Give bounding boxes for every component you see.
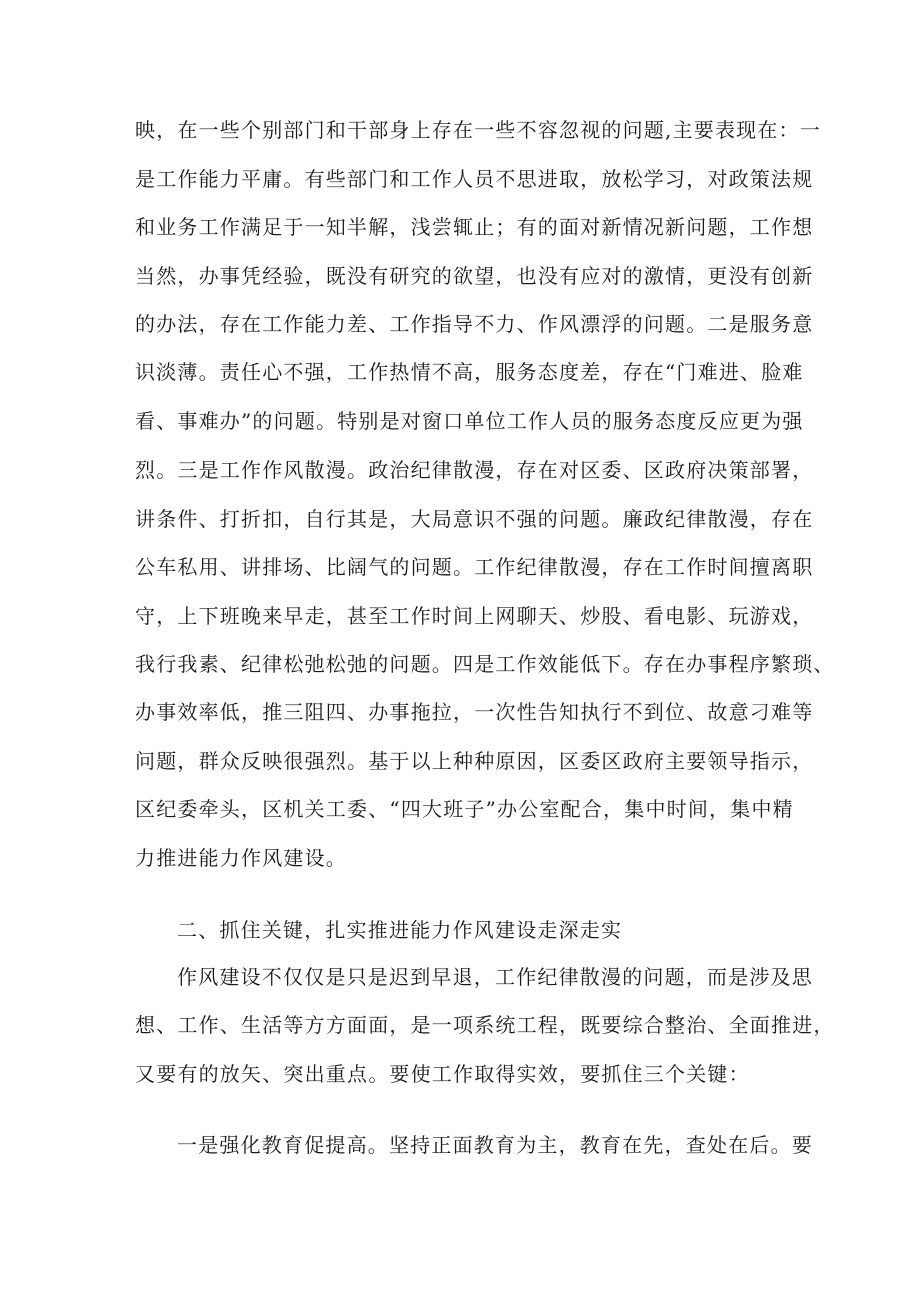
paragraph-line: 的办法，存在工作能力差、工作指导不力、作风漂浮的问题。二是服务意: [135, 312, 814, 336]
paragraph-line: 办事效率低，推三阻四、办事拖拉，一次性告知执行不到位、故意刁难等: [135, 700, 814, 724]
paragraph-line: 映，在一些个别部门和干部身上存在一些不容忽视的问题,主要表现在：一: [135, 118, 821, 142]
paragraph-line: 区纪委牵头，区机关工委、“四大班子”办公室配合，集中时间，集中精: [135, 797, 794, 821]
paragraph-line: 守，上下班晚来早走，甚至工作时间上网聊天、炒股、看电影、玩游戏，: [135, 604, 814, 628]
paragraph-line: 看、事难办”的问题。特别是对窗口单位工作人员的服务态度反应更为强: [135, 409, 804, 433]
paragraph-line: 公车私用、讲排场、比阔气的问题。工作纪律散漫，存在工作时间擅离职: [135, 555, 814, 579]
paragraph-line: 力推进能力作风建设。: [135, 846, 347, 870]
paragraph-line: 和业务工作满足于一知半解，浅尝辄止；有的面对新情况新问题，工作想: [135, 215, 814, 239]
paragraph-line: 是工作能力平庸。有些部门和工作人员不思进取，放松学习，对政策法规: [135, 167, 814, 191]
paragraph-line: 一是强化教育促提高。坚持正面教育为主，教育在先，查处在后。要: [177, 1133, 813, 1157]
paragraph-line: 想、工作、生活等方方面面，是一项系统工程，既要综合整治、全面推进，: [135, 1013, 835, 1037]
paragraph-line: 作风建设不仅仅是只是迟到早退，工作纪律散漫的问题，而是涉及思: [177, 965, 813, 989]
paragraph-line: 讲条件、打折扣，自行其是，大局意识不强的问题。廉政纪律散漫，存在: [135, 507, 814, 531]
paragraph-line: 又要有的放矢、突出重点。要使工作取得实效，要抓住三个关键：: [135, 1062, 750, 1086]
paragraph-line: 当然，办事凭经验，既没有研究的欲望，也没有应对的激情，更没有创新: [135, 264, 814, 288]
paragraph-line: 烈。三是工作作风散漫。政治纪律散漫，存在对区委、区政府决策部署，: [135, 458, 814, 482]
paragraph-line: 问题，群众反映很强烈。基于以上种种原因，区委区政府主要领导指示，: [135, 749, 814, 773]
paragraph-line: 我行我素、纪律松弛松弛的问题。四是工作效能低下。存在办事程序繁琐、: [135, 652, 835, 676]
paragraph-line: 识淡薄。责任心不强，工作热情不高，服务态度差，存在“门难进、脸难: [135, 360, 804, 384]
section-heading: 二、抓住关键，扎实推进能力作风建设走深走实: [177, 918, 623, 942]
